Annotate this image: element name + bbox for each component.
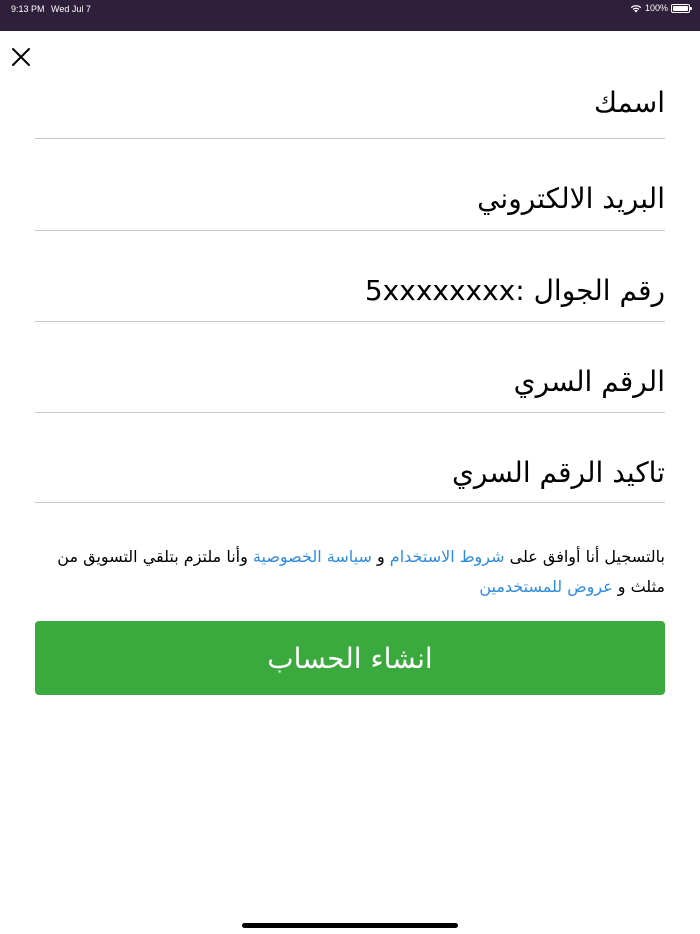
terms-text-1: بالتسجيل أنا أوافق على <box>504 547 665 566</box>
terms-notice <box>35 542 665 602</box>
close-icon <box>9 45 33 69</box>
home-indicator <box>242 923 458 928</box>
password-field <box>35 365 665 413</box>
close-button[interactable] <box>9 45 33 69</box>
battery-percentage: 100% <box>644 3 668 13</box>
user-offers-link[interactable]: عروض للمستخدمين <box>479 577 613 596</box>
wifi-icon <box>630 4 642 13</box>
terms-text-2: و <box>371 547 390 566</box>
terms-of-use-link[interactable]: شروط الاستخدام <box>389 547 505 566</box>
privacy-policy-link[interactable]: سياسة الخصوصية <box>252 547 372 566</box>
confirm-password-field <box>35 456 665 503</box>
status-indicators <box>630 3 690 13</box>
status-bar <box>0 0 700 31</box>
confirm-password-input[interactable] <box>35 456 665 489</box>
battery-icon <box>671 4 690 13</box>
status-time: 9:13 PM <box>11 4 45 14</box>
phone-field <box>35 274 665 322</box>
email-field <box>35 182 665 231</box>
name-field <box>35 86 665 139</box>
email-input[interactable] <box>35 182 665 215</box>
phone-input[interactable] <box>35 274 665 307</box>
create-account-button[interactable]: انشاء الحساب <box>35 621 665 695</box>
password-input[interactable] <box>35 365 665 398</box>
status-date: Wed Jul 7 <box>51 4 91 14</box>
terms-text-3: وأنا ملتزم بتلقي التسويق من مثلث و <box>57 547 665 596</box>
name-input[interactable] <box>35 86 665 119</box>
